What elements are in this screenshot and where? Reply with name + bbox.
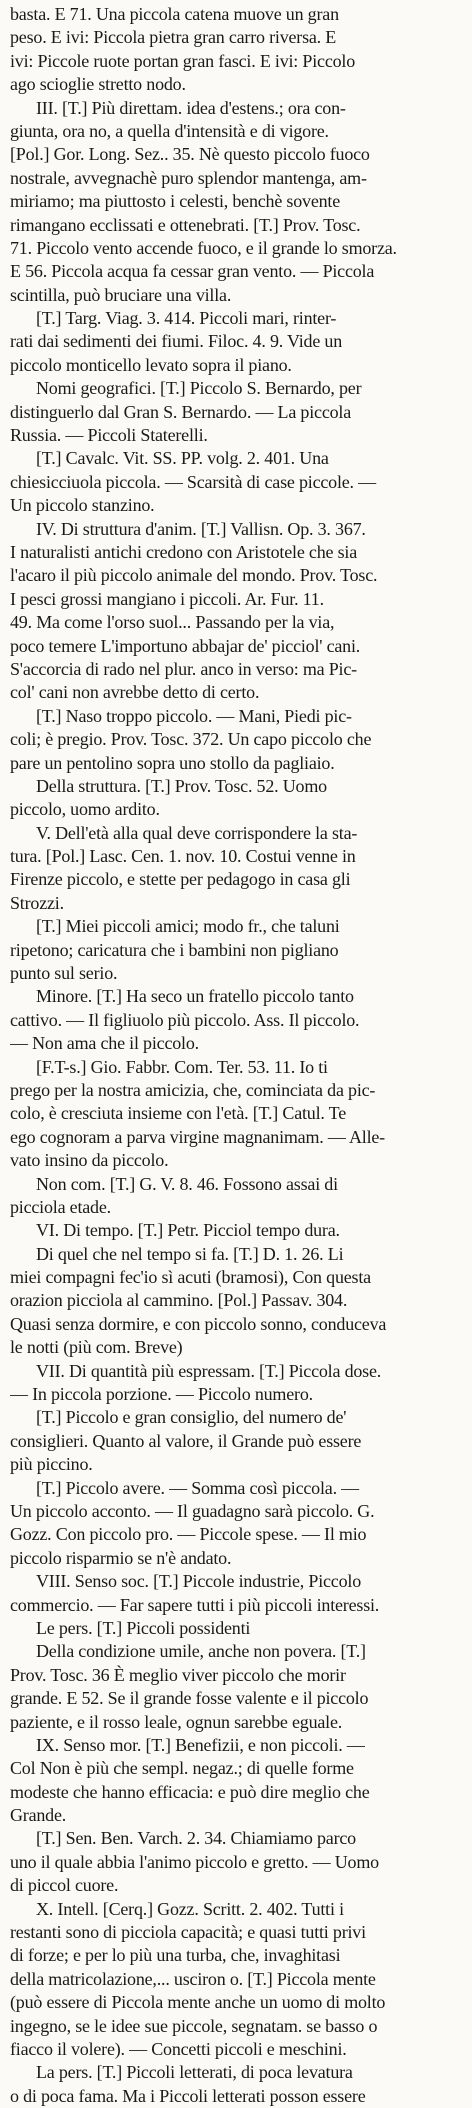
text-line: Firenze piccolo, e stette per pedagogo in casa gli	[10, 869, 351, 890]
text-line: cattivo. — Il figliuolo più piccolo. Ass. Il piccolo.	[10, 1009, 360, 1030]
text-line: rati dai sedimenti dei fiumi. Filoc. 4. 9. Vide un	[10, 331, 343, 352]
text-line: grande. E 52. Se il grande fosse valente e il piccolo	[10, 1688, 369, 1709]
text-line: consiglieri. Quanto al valore, il Grande può essere	[10, 1430, 362, 1451]
text-line: chiesicciuola piccola. — Scarsità di case piccole. —	[10, 471, 376, 492]
text-line: Della condizione umile, anche non povera. [T.]	[36, 1641, 366, 1662]
text-line: [Pol.] Gor. Long. Sez.. 35. Nè questo piccolo fuoco	[10, 144, 370, 165]
text-line: miriamo; ma piuttosto i celesti, benchè sovente	[10, 191, 341, 212]
text-line: Strozzi.	[10, 892, 64, 913]
text-line: Un piccolo acconto. — Il guadagno sarà piccolo. G.	[10, 1501, 375, 1521]
text-line: [T.] Piccolo avere. — Somma così piccola. —	[36, 1477, 359, 1498]
text-line: rimangano ecclissati e ottenebrati. [T.] Prov. Tosc.	[10, 214, 361, 235]
text-line: colo, è cresciuta insieme con l'età. [T.] Catul. Te	[10, 1103, 346, 1124]
text-line: col' cani non avrebbe detto di certo.	[10, 682, 260, 703]
text-line: o di poca fama. Ma i Piccoli letterati posson essere	[10, 2085, 366, 2106]
text-line: peso. E ivi: Piccola pietra gran carro riversa. E	[10, 27, 337, 48]
text-line: ego cognoram a parva virgine magnanimam. — Alle-	[10, 1126, 385, 1147]
text-line: Russia. — Piccoli Staterelli.	[10, 425, 208, 446]
text-line: piccolo, uomo ardito.	[10, 799, 160, 820]
text-line: V. Dell'età alla qual deve corrispondere la sta-	[36, 822, 358, 843]
text-line: — In piccola porzione. — Piccolo numero.	[10, 1384, 313, 1405]
text-line: orazion picciola al cammino. [Pol.] Passav. 304.	[10, 1290, 348, 1311]
text-line: E 56. Piccola acqua fa cessar gran vento. — Piccola	[10, 261, 375, 282]
text-line: picciola etade.	[10, 1196, 111, 1217]
text-line: Quasi senza dormire, e con piccolo sonno, conduceva	[10, 1313, 387, 1334]
text-line: piccolo risparmio se n'è andato.	[10, 1547, 232, 1568]
text-line: uno il quale abbia l'animo piccolo e gretto. — Uomo	[10, 1851, 379, 1872]
text-line: nostrale, avvegnachè puro splendor mantenga, am-	[10, 167, 367, 188]
text-line: [T.] Cavalc. Vit. SS. PP. volg. 2. 401. Una	[36, 448, 329, 469]
text-line: distinguerlo dal Gran S. Bernardo. — La piccola	[10, 401, 352, 422]
text-line: della matricolazione,... usciron o. [T.] Piccola mente	[10, 1968, 376, 1989]
text-line: di piccol cuore.	[10, 1875, 119, 1896]
text-line: Col Non è più che sempl. negaz.; di quelle forme	[10, 1758, 354, 1779]
text-line: punto sul serio.	[10, 963, 118, 984]
text-line: vato insino da piccolo.	[10, 1150, 169, 1171]
text-line: [F.T-s.] Gio. Fabbr. Com. Ter. 53. 11. Io ti	[36, 1056, 328, 1077]
text-line: basta. E 71. Una piccola catena muove un gran	[10, 4, 339, 24]
text-line: Gozz. Con piccolo pro. — Piccole spese. — Il mio	[10, 1524, 367, 1545]
text-line: commercio. — Far sapere tutti i più piccoli interessi.	[10, 1594, 380, 1615]
text-line: Grande.	[10, 1805, 67, 1826]
text-line: Un piccolo stanzino.	[10, 495, 155, 516]
text-line: [T.] Targ. Viag. 3. 414. Piccoli mari, rinter-	[36, 308, 337, 329]
text-line: [T.] Sen. Ben. Varch. 2. 34. Chiamiamo parco	[36, 1828, 356, 1849]
text-line: ingegno, se le idee sue piccole, segnatam. se basso o	[10, 2015, 378, 2036]
text-line: ivi: Piccole ruote portan gran fasci. E ivi: Piccolo	[10, 50, 356, 71]
text-line: Minore. [T.] Ha seco un fratello piccolo tanto	[36, 986, 354, 1007]
text-line: modeste che hanno efficacia: e può dire meglio che	[10, 1781, 370, 1802]
text-line: X. Intell. [Cerq.] Gozz. Scritt. 2. 402. Tutti i	[36, 1898, 344, 1919]
text-line: paziente, e il rosso leale, ognun sarebbe eguale.	[10, 1711, 343, 1732]
text-line: tura. [Pol.] Lasc. Cen. 1. nov. 10. Costui venne in	[10, 846, 356, 867]
text-line: ripetono; caricatura che i bambini non pigliano	[10, 939, 339, 960]
text-line: I naturalisti antichi credono con Aristotele che sia	[10, 541, 357, 562]
text-line: La pers. [T.] Piccoli letterati, di poca levatura	[36, 2062, 353, 2083]
text-line: 49. Ma come l'orso suol... Passando per la via,	[10, 612, 335, 633]
text-line: 71. Piccolo vento accende fuoco, e il grande lo smorza.	[10, 237, 397, 258]
text-line: Nomi geografici. [T.] Piccolo S. Bernardo, per	[36, 378, 362, 399]
text-line: Di quel che nel tempo si fa. [T.] D. 1. 26. Li	[36, 1243, 344, 1264]
text-line: piccolo monticello levato sopra il piano.	[10, 354, 292, 375]
text-line: VIII. Senso soc. [T.] Piccole industrie, Piccolo	[36, 1571, 361, 1592]
text-line: I pesci grossi mangiano i piccoli. Ar. Fur. 11.	[10, 588, 324, 609]
text-line: III. [T.] Più direttam. idea d'estens.; ora con-	[36, 97, 346, 118]
text-line: VI. Di tempo. [T.] Petr. Picciol tempo dura.	[36, 1220, 340, 1241]
text-line: giunta, ora no, a quella d'intensità e di vigore.	[10, 120, 329, 141]
text-line: Le pers. [T.] Piccoli possidenti	[36, 1617, 251, 1638]
text-line: ago scioglie stretto nodo.	[10, 74, 186, 95]
text-line: [T.] Piccolo e gran consiglio, del numero de'	[36, 1407, 347, 1428]
text-line: Della struttura. [T.] Prov. Tosc. 52. Uomo	[36, 775, 327, 796]
text-line: miei compagni fec'io sì acuti (bramosi), Con questa	[10, 1267, 371, 1288]
text-line: pare un pentolino sopra uno stollo da pagliaio.	[10, 752, 335, 773]
text-line: Prov. Tosc. 36 È meglio viver piccolo che morir	[10, 1664, 346, 1685]
text-line: di forze; e per lo più una turba, che, invaghitasi	[10, 1945, 341, 1966]
text-line: prego per la nostra amicizia, che, cominciata da pic-	[10, 1079, 376, 1100]
text-line: IX. Senso mor. [T.] Benefizii, e non piccoli. —	[36, 1734, 365, 1755]
text-line: S'accorcia di rado nel plur. anco in verso: ma Pic-	[10, 658, 357, 679]
text-line: restanti sono di picciola capacità; e quasi tutti privi	[10, 1922, 366, 1943]
text-line: VII. Di quantità più espressam. [T.] Piccola dose.	[36, 1360, 382, 1381]
text-line: più piccino.	[10, 1454, 93, 1475]
text-line: l'acaro il più piccolo animale del mondo. Prov. Tosc.	[10, 565, 378, 586]
text-line: — Non ama che il piccolo.	[10, 1033, 199, 1054]
text-line: fiacco il volere). — Concetti piccoli e meschini.	[10, 2038, 347, 2059]
text-line: [T.] Naso troppo piccolo. — Mani, Piedi pic-	[36, 705, 352, 726]
text-line: poco temere L'importuno abbajar de' picciol' cani.	[10, 635, 361, 656]
text-line: (può essere di Piccola mente anche un uomo di molto	[10, 1992, 386, 2013]
text-line: scintilla, può bruciare una villa.	[10, 284, 232, 305]
text-line: coli; è pregio. Prov. Tosc. 372. Un capo piccolo che	[10, 729, 372, 750]
text-line: [T.] Miei piccoli amici; modo fr., che taluni	[36, 916, 340, 937]
text-line: le notti (più com. Breve)	[10, 1337, 183, 1358]
text-line: IV. Di struttura d'anim. [T.] Vallisn. Op. 3. 367.	[36, 518, 366, 539]
text-line: Non com. [T.] G. V. 8. 46. Fossono assai di	[36, 1173, 338, 1194]
